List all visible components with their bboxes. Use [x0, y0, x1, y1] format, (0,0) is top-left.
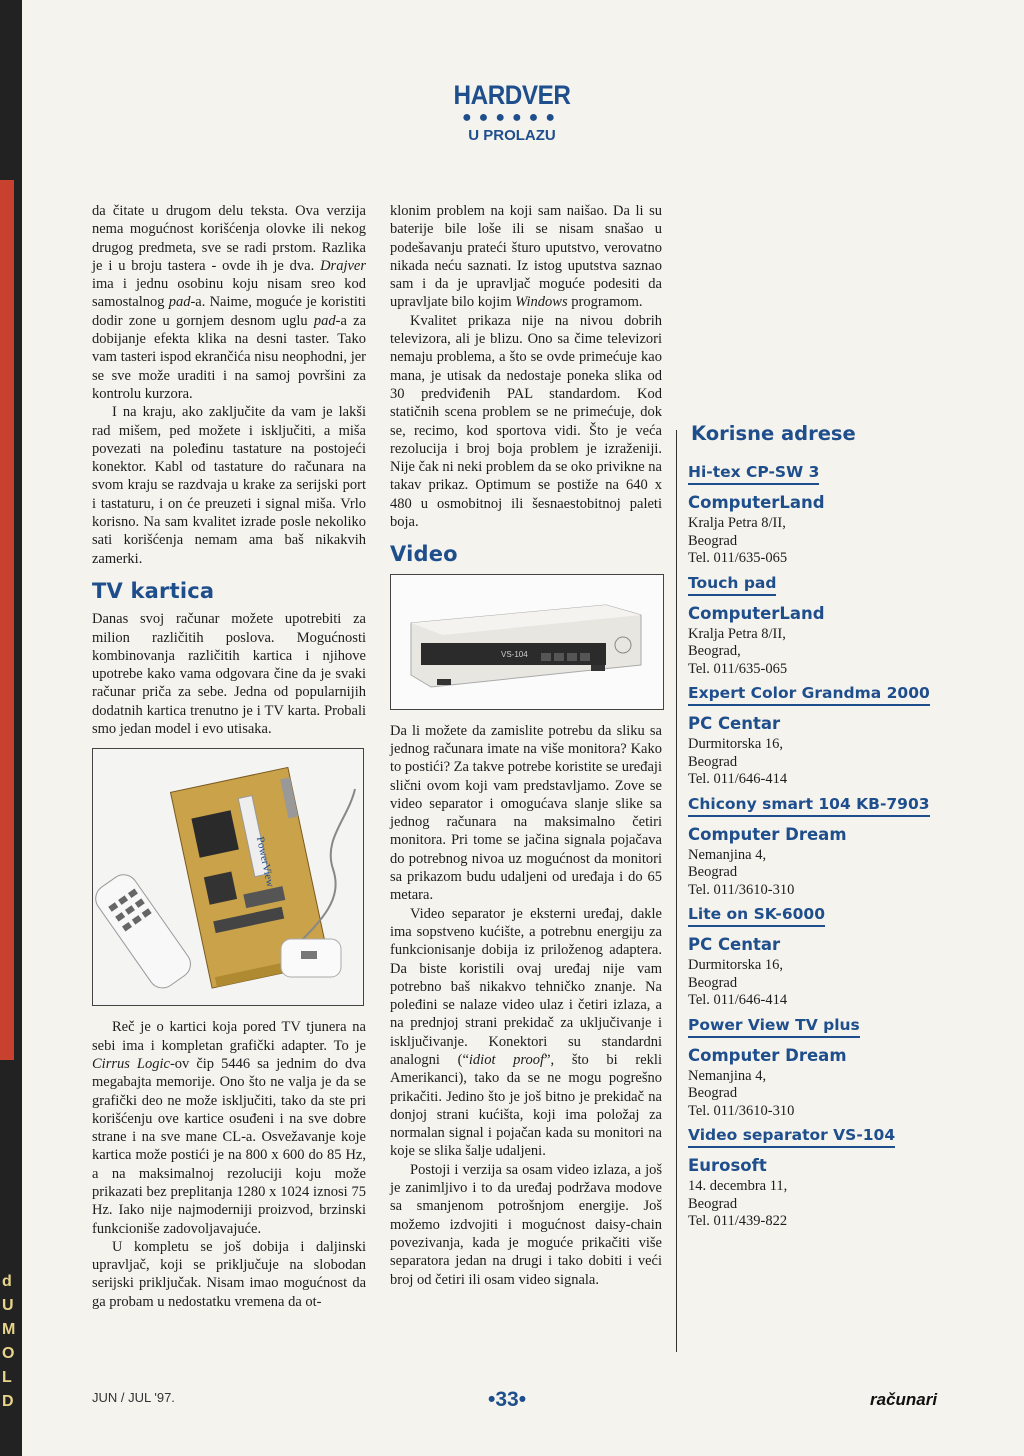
paragraph: U kompletu se još dobija i daljinski upravljač, koji se priključuje na slobodan serijski priključak. Nisam imao mogućnost da ga probam u nedostatku vremena da ot- [92, 1238, 366, 1310]
magazine-name: računari [870, 1390, 938, 1409]
product-name: Expert Color Grandma 2000 [688, 684, 930, 706]
paragraph: Da li možete da zamislite potrebu da sliku sa jednog računara imate na više monitora? Kako to postići? Za takve potrebe koristite se uređaji slični ovom koji vam predstavljamo. Zove se video separator i omogućava slanje slike sa jednog računara na maksimalno četiri monitora. Pri tome se jačina signala pojačava do potrebnog nivoa uz mogućnost da monitori sa prikazom budu udaljeni od uređaja i do 65 metara. [390, 722, 662, 904]
address-entry: Hi-tex CP-SW 3 ComputerLand Kralja Petra 8/II, Beograd Tel. 011/635-065 [688, 463, 948, 568]
card-label: PowerView [253, 835, 277, 889]
paragraph: Reč je o kartici koja pored TV tjunera na sebi ima i kompletan grafički adapter. To je Cirrus Logic-ov čip 5446 sa jednim do dva megabajta memorije. Ono što ne valja je da se grafički deo ne može isključiti, tako da ste pri korišćenju ove kartice osuđeni i na sve dobre strane i na sve mane CL-a. Osvežavanje koje kartica može postići je na 800 x 600 do 85 Hz, a na maksimalnoj rezoluciji koju može prikazati bez preplitanja 1280 x 1024 iznosi 75 Hz. Iako nije najmoderniji proizvod, brzinski funkcioniše zadovoljavajuće. [92, 1019, 366, 1237]
paragraph: Video separator je eksterni uređaj, dakle ima sopstveno kućište, a potrebnu energiju za funkcionisanje dobija iz priloženog adaptera. Da biste koristili ovaj uređaj nije vam potrebno baš nikakvo tehničko znanje. Na poleđini se nalaze video ulaz i četiri izlaza, a na prednjoj strani prekidač za uključivanje i isključivanje. Konektori su standardni analogni (“idiot proof”, što bi rekli Amerikanci), tako da se ne mogu pogrešno prikačiti. Jedino što je još bitno je prekidač na donjoj strani kućišta, koji ima položaj za normalan signal i pojačan kada su monitori na koje se slika šalje udaljeni. [390, 905, 662, 1160]
company-name: PC Centar [688, 714, 781, 733]
address-entry: Touch pad ComputerLand Kralja Petra 8/II, Beograd, Tel. 011/635-065 [688, 574, 948, 679]
address-entry: Power View TV plus Computer Dream Nemanjina 4, Beograd Tel. 011/3610-310 [688, 1016, 948, 1121]
section-header [0, 80, 1024, 144]
section-subtitle: U PROLAZU [468, 127, 556, 144]
article-column-1 [92, 202, 366, 1311]
company-name: Computer Dream [688, 824, 847, 844]
useful-addresses-box [688, 422, 948, 1237]
page-edge-letters: d U M O L D [2, 1273, 16, 1410]
product-name: Chicony smart 104 KB-7903 [688, 795, 930, 817]
section-dots: ●●●●●● [462, 109, 562, 126]
address-entry: Video separator VS-104 Eurosoft 14. decembra 11, Beograd Tel. 011/439-822 [688, 1126, 948, 1231]
tv-card-photo [92, 748, 364, 1006]
page-number: •33• [488, 1388, 527, 1411]
product-name: Lite on SK-6000 [688, 905, 825, 927]
company-name: Eurosoft [688, 1156, 767, 1175]
section-title: HARDVER [453, 80, 571, 110]
paragraph: klonim problem na koji sam naišao. Da li su baterije bile loše ili se nisam snašao u podešavanju prateći šturo uputstvo, verovatno nikada neću saznati. Iz istog uputstva saznao sam i da je upravljač moguće podesiti da upravljate bilo kojim Windows programom. [390, 203, 662, 311]
company-name: Computer Dream [688, 1045, 847, 1065]
addresses-title: Korisne adrese [691, 422, 856, 445]
paragraph: da čitate u drugom delu teksta. Ova verzija nema mogućnost korišćenja olovke ili nekog drugog predmeta, sve se radi prstom. Razlika je i u broju tastera - ovde ih je dva. Drajver ima i jednu osobinu koju nisam sreo kod samostalnog pad-a. Naime, moguće je koristiti dodir zone u gornjem desnom uglu pad-a za dobijanje efekta klika na desni taster. Tako vam tasteri ispod ekrančića nisu neophodni, jer se sve može uraditi i na samoj površini za kontrolu kurzora. [92, 203, 366, 402]
article-column-2 [390, 202, 662, 1289]
issue-date: JUN / JUL '97. [92, 1390, 175, 1405]
address-entry: Chicony smart 104 KB-7903 Computer Dream Nemanjina 4, Beograd Tel. 011/3610-310 [688, 795, 948, 900]
paragraph: Danas svoj računar možete upotrebiti za milion različitih poslova. Mogućnosti kombinovanja različitih kartica i njihove upotrebe kako vama odgovara čine da je svaki računar priča za sebe. Jedna od popularnijih dodatnih kartica trenutno je i TV karta. Probali smo jedan model i evo utisaka. [92, 611, 366, 738]
page-edge-red-strip [0, 180, 14, 1060]
video-separator-photo [390, 574, 664, 710]
paragraph: I na kraju, ako zaključite da vam je lakši rad mišem, ped možete i isključiti, a miša povezati na poleđinu tastature na postojeći konektor. Kabl od tastature do računara na svom kraju se razdvaja u krake za serijski port i tastaturu, i on će preuzeti i signal miša. Vrlo korisno. Na sam kvalitet izrade posle nekoliko sati korišćenja nemam ama baš nikakvih zamerki. [92, 404, 366, 567]
company-name: PC Centar [688, 935, 781, 954]
address-entry: Lite on SK-6000 PC Centar Durmitorska 16, Beograd Tel. 011/646-414 [688, 905, 948, 1010]
tv-card-illustration [93, 749, 363, 1005]
product-name: Video separator VS-104 [688, 1126, 895, 1148]
paragraph: Kvalitet prikaza nije na nivou dobrih televizora, ali je blizu. Ono sa čime televizori nemaju problema, a što se ovde primećuje kao mana, je utisak da nedostaje poneka slika od 30 predviđenih PAL standardom. Kod statičnih scena problem se ne primećuje, dok se, recimo, kod sportova vidi. Što je veća rezolucija i broj boja problem je izraženiji. Nije čak ni neki problem da se oko privikne na takav prikaz. Optimum se postiže na 640 x 480 u osmobitnoj ili šesnaestobitnoj paleti boja. [390, 312, 662, 531]
product-name: Power View TV plus [688, 1016, 860, 1038]
company-name: ComputerLand [688, 493, 825, 512]
product-name: Touch pad [688, 574, 776, 596]
paragraph: Postoji i verzija sa osam video izlaza, a još je zanimljivo i to da uređaj podržava modove sa smanjenom potrošnjom energije. Još možemo izdvojiti i mogućnost daisy-chain povezivanja, kada je moguće prikačiti više separatora jedan na drugi i tako dobiti i veći broj od četiri ili osam video signala. [390, 1161, 662, 1288]
company-name: ComputerLand [688, 603, 825, 623]
product-name: Hi-tex CP-SW 3 [688, 463, 819, 485]
heading-video: Video [390, 542, 458, 567]
heading-tv-kartica: TV kartica [92, 578, 215, 603]
video-separator-illustration [391, 575, 663, 709]
column-divider [676, 430, 677, 1352]
device-label: VS-104 [501, 649, 528, 659]
address-entry: Expert Color Grandma 2000 PC Centar Durmitorska 16, Beograd Tel. 011/646-414 [688, 684, 948, 789]
